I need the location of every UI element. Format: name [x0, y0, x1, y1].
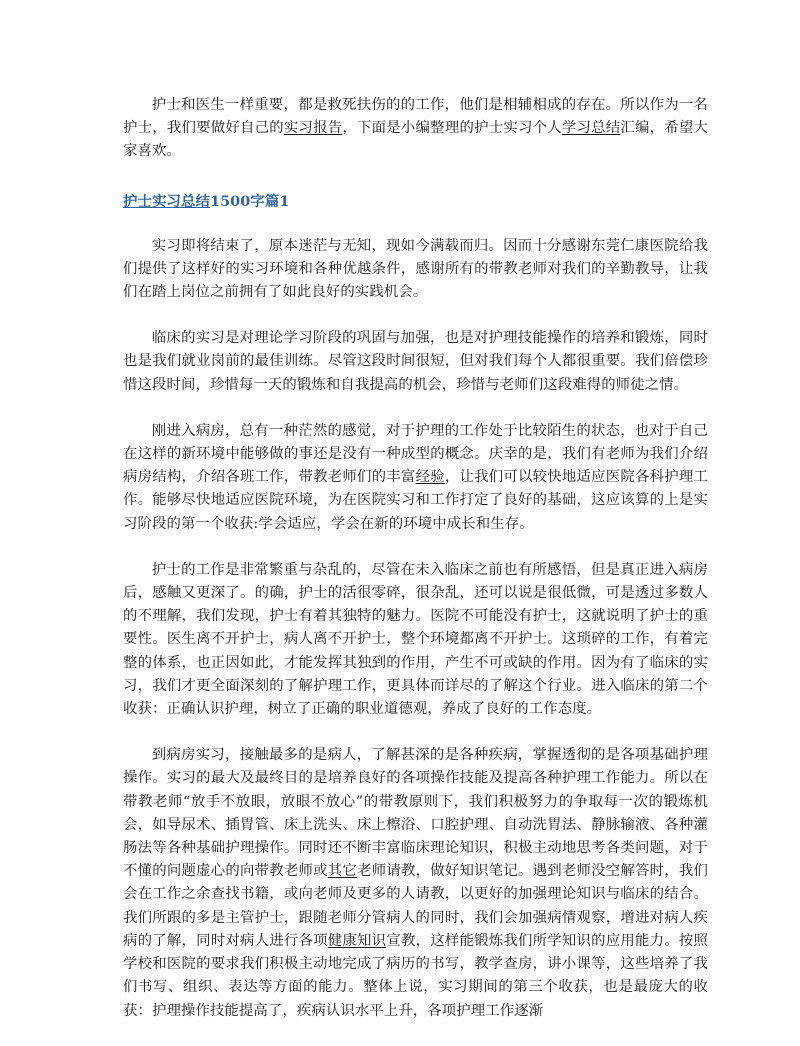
paragraph-5-text-c: 宣教，这样能锻炼我们所学知识的应用能力。按照学校和医院的要求我们积极主动地完成了病历的书写，教学查房，讲小课等，这些培养了我们书写、组织、表达等方面的能力。整体上说，实习期间的第三个收获，也是最庞大的收获：护理操作技能提高了，疾病认识水平上升，各项护理工作逐渐	[123, 932, 708, 1019]
experience-link[interactable]: 经验	[415, 469, 445, 486]
paragraph-4: 护士的工作是非常繁重与杂乱的，尽管在未入临床之前也有所感悟，但是真正进入病房后，感触又更深了。的确，护士的活很零碎，很杂乱，还可以说是很低微，可是透过多数人的不理解，我们发现，护士有着其独特的魅力。医院不可能没有护士，这就说明了护士的重要性。医生离不开护士，病人离不开护士，整个环境都离不开护士。这琐碎的工作，有着完整的体系，也正因如此，才能发挥其独到的作用，产生不可或缺的作用。因为有了临床的实习，我们才更全面深刻的了解护理工作，更具体而详尽的了解这个行业。进入临床的第二个收获：正确认识护理，树立了正确的职业道德观，养成了良好的工作态度。	[123, 561, 708, 718]
document-page	[123, 94, 708, 1046]
intro-paragraph	[123, 94, 708, 164]
paragraph-3-text-b: ，让我们可以较快地适应医院各科护理工作。能够尽快地适应医院环境，为在医院实习和工作打定了良好的基础，这应该算的上是实习阶段的第一个收获:学会适应，学会在新的环境中成长和生存。	[123, 469, 708, 532]
heading-link[interactable]: 护士实习总结	[123, 192, 210, 210]
paragraph-2: 临床的实习是对理论学习阶段的巩固与加强，也是对护理技能操作的培养和锻炼，同时也是我们就业岗前的最佳训练。尽管这段时间很短，但对我们每个人都很重要。我们倍偿珍惜这段时间，珍惜每一天的锻炼和自我提高的机会，珍惜与老师们这段难得的师徒之情。	[123, 330, 708, 393]
internship-report-link[interactable]: 实习报告	[283, 120, 343, 137]
paragraph-5-text-a: 到病房实习，接触最多的是病人，了解甚深的是各种疾病，掌握透彻的是各项基础护理操作。实习的最大及最终目的是培养良好的各项操作技能及提高各种护理工作能力。所以在带教老师“放手不放眼，放眼不放心”的带教原则下，我们积极努力的争取每一次的锻炼机会，如导尿术、插胃管、床上洗头、床上檫浴、口腔护理、自动洗胃法、静脉输液、各种灌肠法等各种基础护理操作。同时还不断丰富临床理论知识，积极主动地思考各类问题，对于不懂的问题虚心的向带教老师或	[123, 747, 708, 880]
intro-text-2: ，下面是小编整理的护士实习个人	[342, 120, 562, 137]
section-heading	[123, 190, 708, 213]
study-summary-link[interactable]: 学习总结	[561, 120, 621, 137]
paragraph-3-text-a: 刚进入病房，总有一种茫然的感觉，对于护理的工作处于比较陌生的状态，也对于自己在这样的新环境中能够做的事还是没有一种成型的概念。庆幸的是，我们有老师为我们介绍病房结构，介绍各班工作，带教老师们的丰富	[123, 422, 708, 486]
other-link[interactable]: 其它	[327, 863, 358, 880]
paragraph-1: 实习即将结束了，原本迷茫与无知，现如今满载而归。因而十分感谢东莞仁康医院给我们提供了这样好的实习环境和各种优越条件，感谢所有的带教老师对我们的辛勤教导，让我们在踏上岗位之前拥有了如此良好的实践机会。	[123, 237, 708, 301]
health-knowledge-link[interactable]: 健康知识	[327, 932, 387, 949]
paragraph-5	[123, 744, 708, 1022]
intro-text-1: 护士和医生一样重要，都是救死扶伤的的工作，他们是相辅相成的存在。所以作为一名护士，我们要做好自己的	[123, 97, 708, 137]
paragraph-3	[123, 420, 708, 536]
intro-text-3: 汇编，希望大家喜欢。	[123, 120, 708, 160]
paragraph-5-text-b: 老师请教，做好知识笔记。遇到老师没空解答时，我们会在工作之余查找书籍，或向老师及更多的人请教，以更好的加强理论知识与临床的结合。我们所跟的多是主管护士，跟随老师分管病人的同时，我们会加强病情观察，增进对病人疾病的了解，同时对病人进行各项	[123, 863, 708, 949]
heading-rest: 1500字篇1	[209, 192, 290, 210]
